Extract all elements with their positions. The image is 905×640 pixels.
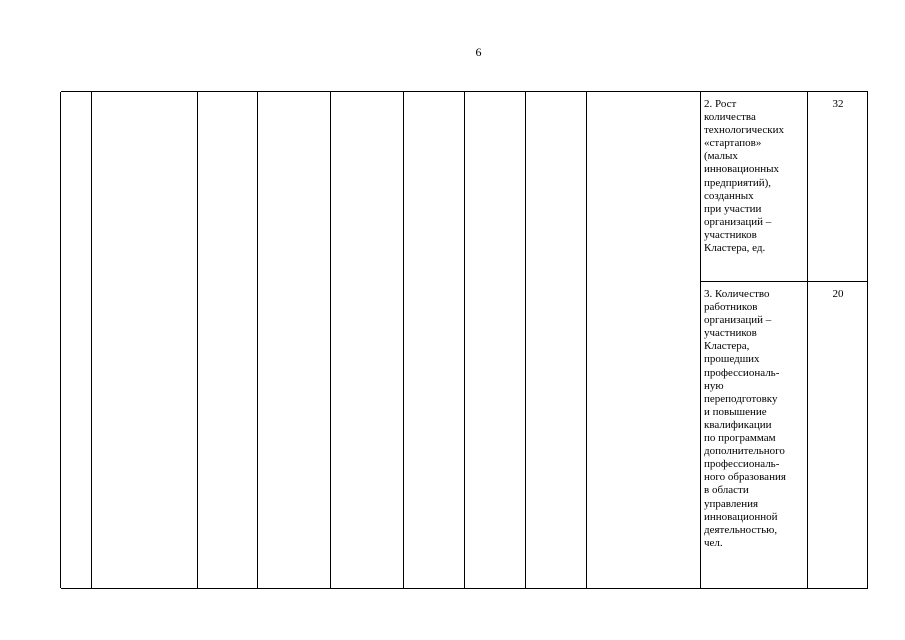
table-column-border <box>257 92 258 588</box>
table-column-border <box>525 92 526 588</box>
page-number: 6 <box>475 45 482 59</box>
table-row-border <box>700 281 868 282</box>
table-column-border <box>700 92 701 588</box>
indicator-value: 20 <box>832 288 844 300</box>
table-column-border <box>867 92 868 588</box>
table-column-border <box>330 92 331 588</box>
indicator-text: 2. Рост количества технологических «стартапов» (малых инновационных предприятий), созданных при участии организаций – участников Кластера, ед. <box>704 98 784 255</box>
table-column-border <box>464 92 465 588</box>
table-column-border <box>403 92 404 588</box>
indicator-value: 32 <box>832 98 844 110</box>
table-column-border <box>91 92 92 588</box>
table-column-border <box>197 92 198 588</box>
data-table <box>61 91 868 589</box>
table-column-border <box>60 92 61 588</box>
table-column-border <box>586 92 587 588</box>
indicator-text: 3. Количество работников организаций – участников Кластера, прошедших профессиональ- ную переподготовку и повышение квалификации по программам дополнительного профессиональ- ного образования в области управления инновационной деятельностью, чел. <box>704 288 786 549</box>
